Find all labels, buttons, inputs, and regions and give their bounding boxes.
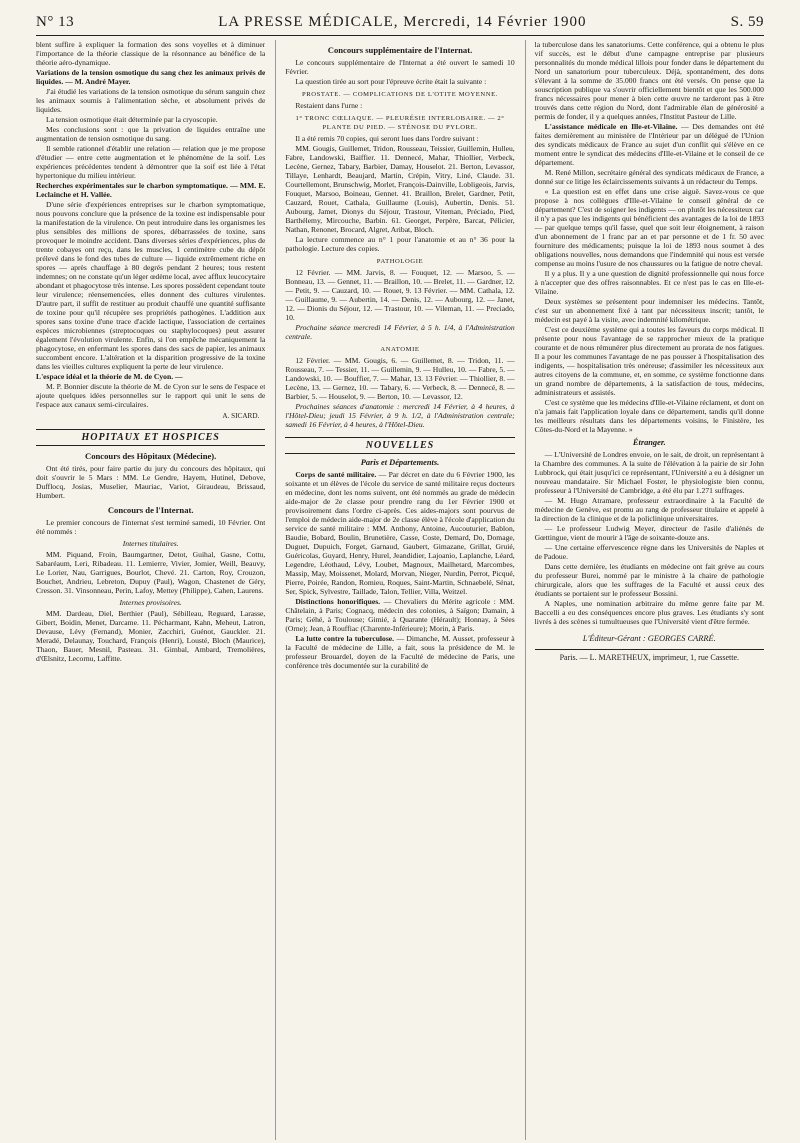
column-left xyxy=(36,40,265,1140)
article-title: Concours de l'Internat. xyxy=(107,505,194,515)
paragraph: blent suffire à expliquer la formation des sons voyelles et à diminuer l'importance de la théorie classique de la résonnance au bénéfice de la théorie aéro-dynamique. xyxy=(36,40,266,67)
paragraph: L'assistance médicale en Ille-et-Vilaine. — Des demandes ont été faites dernièrement au ministère de l'Intérieur par un délégué de l'Union des syndicats médicaux de France au sujet d'un conflit qui s'élève en ce moment entre le syndicat des médecins d'Ille-et-Vilaine et le conseil de ce département. xyxy=(534,122,764,167)
paragraph: Le premier concours de l'internat s'est terminé samedi, 10 Février. Ont été nommés : xyxy=(36,518,266,536)
paragraph: La question tirée au sort pour l'épreuve écrite était la suivante : xyxy=(295,77,487,86)
article-title: Recherches expérimentales sur le charbon symptomatique. — MM. E. Leclainche et H. Vallée. xyxy=(36,181,266,199)
paragraph: « La question est en effet dans une crise aiguë. Savez-vous ce que propose à nos collègues d'Ille-et-Vilaine le conseil général de ce département? C'est de soigner les indigents — on plutôt les nécessiteux car il n'y a pas que les indigents qui bénéficient des avantages de la loi de 1893 — par quelque temps qu'il fasse, quel que soit leur éloignement, à raison d'un abonnement de 1 franc par an et par personne et de 1 fr. 50 avec fourniture des médicaments; puisque la loi de 1893 nous soumet à des obligations nouvelles, nous demandons que l'indemnité qui nous est versée compense au moins l'usure de nos chaussures ou la fatigue de notre cheval. xyxy=(534,187,764,268)
paragraph: Il y a plus. Il y a une question de dignité professionnelle qui nous force à n'accepter que des offres raisonnables. Et ce n'est pas le cas en Ille-et-Vilaine. xyxy=(534,269,764,296)
paragraph: M. P. Bonnier discute la théorie de M. de Cyon sur le sens de l'espace et ajoute quelques idées personnelles sur le rapport qui unit le sens de l'espace aux canaux semi-circulaires. xyxy=(36,382,266,409)
paragraph: Dans cette dernière, les étudiants en médecine ont fait grève au cours du professeur Burei, nommé par le ministre à la chaire de pathologie chirurgicale, alors que les suffrages de la Faculté et aussi ceux des étudiants se portaient sur le professeur Bossini. xyxy=(534,562,764,598)
paragraph: Corps de santé militaire. — Par décret en date du 6 Février 1900, les soixante et un élèves de l'école du service de santé militaire reçus docteurs en médecine, dont les noms suivent, ont été nommés au grade de médecin aide-major de 2e classe pour prendre rang du 1er Février 1900 et provisoirement dans l'ordre ci-après. Ces aides-majors sont pourvus de l'emploi de médecin aide-major de 2e classe élève à l'école d'application du service de santé militaire : MM. Anthony, Antoine, Aucouturier, Bablon, Baudie, Bobard, Boulin, Brunetière, Casse, Coste, Demard, Do, Domage, Duguet, Dupuich, Forget, Garnaud, Gaubert, Gimazane, Grillat, Gruié, Guéricolas, Guyard, Henry, Hurel, Jeandidier, Lajoanio, Laplanche, Léard, Legendre, Léothaud, Lévy, Loubet, Magnoux, Mailhetard, Marcombes, Massip, May, Moissenet, Molard, Morvan, Nieger, Nurdin, Perrot, Picqué, Pierre, Poirée, Randon, Romieu, Roques, Saint-Martin, Schnaebelé, Sénat, Ser, Spick, Sylvestre, Taillade, Talon, Tellier, Villa, Weitzel. xyxy=(285,470,515,596)
paragraph: Prochaine séance mercredi 14 Février, à 5 h. 1/4, à l'Administration centrale. xyxy=(285,323,515,341)
editor-credit: L'Éditeur-Gérant : GEORGES CARRÉ. xyxy=(582,634,716,643)
grades-list: 12 Février. — MM. Gougis, 6. — Guillemet, 8. — Tridon, 11. — Rousseau, 7. — Tessier, 11. — Guillemin, 9. — Hulleu, 10. — Fabre, 5. — Landowski, 10. — Bouffier, 7. — Mahar, 13. 13 Février. — Thiollier, 8. — Lecène, 13. — Gernez, 10. — Tabary, 6. — Verbeck, 8. — Dennecé, 8. — Barbier, 5. — Houselot, 9. — Berton, 10. — Levassor, 12. xyxy=(285,356,515,401)
list-heading: Internes provisoires. xyxy=(119,598,182,607)
paragraph: Ont été tirés, pour faire partie du jury du concours des hôpitaux, qui doit s'ouvrir le 5 Mars : MM. Le Gendre, Hayem, Hutinel, Debove, Dufflocq, Josias, Muselier, Mauriac, Variot, Giraudeau, Brissaud, Humbert. xyxy=(36,464,266,500)
list-heading: Internes titulaires. xyxy=(122,539,179,548)
column-right xyxy=(525,40,764,1140)
signature: A. SICARD. xyxy=(222,412,260,420)
issue-number: N° 13 xyxy=(36,14,75,30)
journal-title: LA PRESSE MÉDICALE, Mercredi, 14 Février 1900 xyxy=(218,14,587,30)
paragraph: Le concours supplémentaire de l'Internat a été ouvert le samedi 10 Février. xyxy=(285,58,515,76)
subsection-heading: Paris et Départements. xyxy=(360,458,440,467)
paragraph: Il a été remis 70 copies, qui seront lues dans l'ordre suivant : xyxy=(295,134,479,143)
paragraph: Deux systèmes se présentent pour indemniser les médecins. Tantôt, c'est sur un abonnement fixé à tant par nécessiteux inscrit; tantôt, le médecin est payé à la visite, avec indemnité kilométrique. xyxy=(534,297,764,324)
paragraph: D'une série d'expériences entreprises sur le charbon symptomatique, nous pouvons conclure que la présence de la toxine est indispensable pour la manifestation de la virulence. On peut introduire dans les organismes les plus sensibles des millions de spores, débarrassées de toxine, sans provoquer le moindre accident. Dans diverses séries d'expériences, plus de trente cobayes ont reçu, dans les muscles, 1 centimètre cube du dépôt prélevé dans le fond des tubes de culture — liquide extrêmement riche en spores — après chauffage à 80 degrés pendant 2 heures; tous restent indemnes; on ne constate qu'un léger œdème local, avec afflux leucocytaire abondant et phagocytose très intense. Les spores possèdent cependant toute leur virulence; réensemencées, elles donnent des cultures virulentes. D'autre part, il suffit de restituer au produit chauffé une quantité suffisante de toxine pour qu'il récupère ses propriétés pathogènes. L'addition aux spores sans toxine d'une trace d'acide lactique, l'association de certaines espèces microbiennes (streptocoques ou staphylocoques) peut assurer également l'évolution virulente. Enfin, si l'on empêche mécaniquement la phagocytose, en enfermant les spores dans des sacs de papier, les animaux succombent encore. L'altération et la disparition progressive de la toxine dans les vieilles cultures expliquent la perte de leur virulence. xyxy=(36,200,266,371)
section-heading-nouvelles: NOUVELLES xyxy=(285,437,514,454)
exam-question: PROSTATE. — COMPLICATIONS DE L'OTITE MOYENNE. xyxy=(302,91,498,98)
name-list: MM. Piquand, Froin, Baumgartner, Detot, Guihal, Gasne, Cottu, Sabaréaum, Leri, Ribadeau. 11. Lemierre, Vivier, Jomier, Weill, Beauvy, Le Lorier, Nau, Garrigues, Bourlot, Chevé. 21. Carton, Roy, Crouzon, Bouchet, Andrieu, Lebreton, Dupuy (Paul), Wagon, Chastenet de Géry, Cresson. 31. Vinsonneau, Perin, Lafoy, Mettey (Philippe), Cahen, Laurens. xyxy=(36,550,266,595)
paragraph: Mes conclusions sont : que la privation de liquides entraîne une augmentation de tension osmotique du sang. xyxy=(36,125,266,143)
article-title: Concours des Hôpitaux (Médecine). xyxy=(85,451,217,461)
paragraph: C'est ce deuxième système qui a toutes les faveurs du corps médical. Il présente pour nous l'avantage de se rapprocher mieux de la pratique courante et de nous rémunérer plus directement au prorata de nos fatigues. Il a pour les communes l'avantage de ne pas pousser à l'hospitalisation des indigents, — hospitalisation très onéreuse; d'assimiler les nécessiteux aux autres citoyens de la commune, et, en somme, ce système fonctionne dans un grand nombre de départements, à la satisfaction de tous, médecins, administrateurs et assistés. xyxy=(534,325,764,397)
name-list: MM. Dardeau, Diel, Berthier (Paul), Sébilleau, Reguard, Larasse, Gibert, Boidin, Menet, Darcame. 11. Pécharmant, Kahn, Meheut, Latron, Devause, Lévy (Fernand), Monier, Zacchiri, Guénot, Gauckler. 21. Meradé, Delaunay, Touchard, François (Henri), Lousté, Bloch (Maurice), Thaon, Bauer, Mesnil, Pasteau. 31. Gimbal, Ambard, Tremolières, d'Œlsnitz, Lecornu, Laffitte. xyxy=(36,609,266,663)
paragraph: M. René Millon, secrétaire général des syndicats médicaux de France, a donné sur ce litige les éclaircissements suivants à un rédacteur du Temps. xyxy=(534,168,764,186)
paragraph: C'est ce système que les médecins d'Ille-et-Vilaine réclament, et dont on n'a jamais fait l'application loyale dans ce département, tandis qu'il donne les meilleurs résultats dans les départements voisins, le Finistère, les Côtes-du-Nord et la Mayenne. » xyxy=(534,398,764,434)
grades-list: 12 Février. — MM. Jarvis, 8. — Fouquet, 12. — Marsoo, 5. — Bonneau, 13. — Gennet, 11. — Braillon, 10. — Brelet, 11. — Gardner, 12. — Petit, 9. — Cauzard, 10. — Rouet, 9. 13 Février. — MM. Cathala, 12. — Guillaume, 9. — Aubertin, 14. — Denis, 12. — Aubourg, 12. — Janet, 12. — Dionis du Séjour, 12. — Trastour, 10. — Vileman, 11. — Preciado, 10. xyxy=(285,268,515,322)
paragraph: La lutte contre la tuberculose. — Dimanche, M. Ausset, professeur à la Faculté de médecine de Lille, a fait, sous la présidence de M. le professeur Brouardel, doyen de la Faculté de médecine de Paris, une conférence très documentée sur la curabilité de xyxy=(285,634,515,670)
paragraph: La tension osmotique était déterminée par la cryoscopie. xyxy=(46,115,218,124)
paragraph: Il semble rationnel d'établir une relation — relation que je me propose d'étudier — entre cette augmentation et le phénomène de la soif. Les expériences précédentes tendent à démontrer que la soif est liée à l'état hypertonique du milieu intérieur. xyxy=(36,144,266,180)
article-title: L'espace idéal et la théorie de M. de Cyon. — xyxy=(36,372,183,381)
subsection-heading: ANATOMIE xyxy=(380,346,420,353)
paragraph: J'ai étudié les variations de la tension osmotique du sérum sanguin chez les animaux soumis à l'alimentation sèche, et absolument privés de liquides. xyxy=(36,87,266,114)
section-heading-hopitaux: HOPITAUX ET HOSPICES xyxy=(36,429,265,446)
article-title: Variations de la tension osmotique du sang chez les animaux privés de liquides. — M. André Mayer. xyxy=(36,68,266,86)
subsection-heading: PATHOLOGIE xyxy=(376,258,424,265)
paragraph: — Le professeur Ludwig Meyer, directeur de l'asile d'aliénés de Gœttingue, vient de mourir à l'âge de soixante-douze ans. xyxy=(534,524,764,542)
subsection-heading: Étranger. xyxy=(632,438,666,447)
paragraph: — L'Université de Londres envoie, on le sait, de droit, un représentant à la Chambre des communes. A la suite de l'élévation à la pairie de sir John Lubbrock, qui était jusqu'ici ce représentant, l'Université a eu à désigner un nouveau mandataire. Sir Michael Foster, le physiologiste bien connu, professeur à l'Université de Cambridge, a été élu par 1.271 suffrages. xyxy=(534,450,764,495)
paragraph: — Une certaine effervescence règne dans les Universités de Naples et de Padoue. xyxy=(534,543,764,561)
column-middle xyxy=(275,40,514,1140)
name-list: MM. Gougis, Guillemet, Tridon, Rousseau, Teissier, Guillemin, Hulleu, Fabre, Landowski, Baiffier. 11. Dennecé, Mahar, Thiollier, Verbeck, Lecène, Gernez, Tabary, Barbier, Damay, Houselot. 21. Berton, Levassor, Tillaye, Lenhardt, Beaujard, Martin, Crépin, Vitry, Liné, Claude. 31. Courtellemont, Brunschwig, Morlet, François-Dainville, Lobligeois, Jarvis, Fouquet, Marsoo, Boineau, Gennet. 41. Braillon, Brelet, Gardner, Petit, Cauzard, Rouet, Cathala, Guillaume (Louis), Aubertin, Denis. 51. Aubourg, Jamet, Dionys du Séjour, Trastour, Viteman, Préciado, Pied, Barthélemy, Mircouche, Barbin. 61. Georget, Perpère, Barcat, Pélicier, Nathan, Renonet, Brocard, Algret, Aribat, Bloch. xyxy=(285,144,515,234)
paragraph: — M. Hugo Atramare, professeur extraordinaire à la Faculté de médecine de Genève, est promu au rang de professeur titulaire et appelé à la direction de la clinique et de la policlinique universitaires. xyxy=(534,496,764,523)
page-header xyxy=(36,8,764,36)
paragraph: la tuberculose dans les sanatoriums. Cette conférence, qui a obtenu le plus vif succès, est le début d'une campagne entreprise par plusieurs personnalités du monde médical lillois pour fonder dans le département du Nord un sanatorium pour tuberculeux. Déjà, spontanément, des dons s'élevant à la somme de 35.000 francs ont été versés. On pense que la souscription publique va s'ouvrir officiellement bientôt et que les 500.000 francs nécessaires pour mener à bien cette œuvre ne tarderont pas à être trouvés dans cette région du Nord, dont l'admirable élan de générosité a permis de fonder, il y a quelques années, l'Institut Pasteur de Lille. xyxy=(534,40,764,121)
paragraph: Distinctions honorifiques. — Chevaliers du Mérite agricole : MM. Châtelain, à Paris; Cognacq, médecin des colonies, à Saïgon; Damain, à Paris; Géhé, à Toulouse; Gimié, à Quarante (Hérault); Honnay, à Sées (Orne); Jean, à Rouffiac (Charente-Inférieure); Morin, à Paris. xyxy=(285,597,515,633)
exam-question: 1° TRONC CŒLIAQUE. — PLEURÉSIE INTERLOBAIRE. — 2° PLANTE DU PIED. — STÉNOSE DU PYLORE. xyxy=(295,115,505,131)
printer-credit: Paris. — L. MARETHEUX, imprimeur, 1, rue Cassette. xyxy=(535,649,764,662)
paragraph: Prochaines séances d'anatomie : mercredi 14 Février, à 4 heures, à l'Hôtel-Dieu; jeudi 15 Février, à 9 h. 1/2, à l'Administration centrale; samedi 16 Février, à 4 heures, à l'Hôtel-Dieu. xyxy=(285,402,515,429)
columns xyxy=(36,40,764,1140)
paragraph: Restaient dans l'urne : xyxy=(295,101,363,110)
article-title: Concours supplémentaire de l'Internat. xyxy=(327,45,473,55)
paragraph: A Naples, une nomination arbitraire du même genre faite par M. Baccelli a eu des conséquences encore plus graves. Les étudiants s'y sont livrés à des scènes si tumultueuses que l'Université vient d'être fermée. xyxy=(534,599,764,626)
paragraph: La lecture commence au n° 1 pour l'anatomie et au n° 36 pour la pathologie. Lecture des copies. xyxy=(285,235,515,253)
page-number: S. 59 xyxy=(730,14,764,30)
